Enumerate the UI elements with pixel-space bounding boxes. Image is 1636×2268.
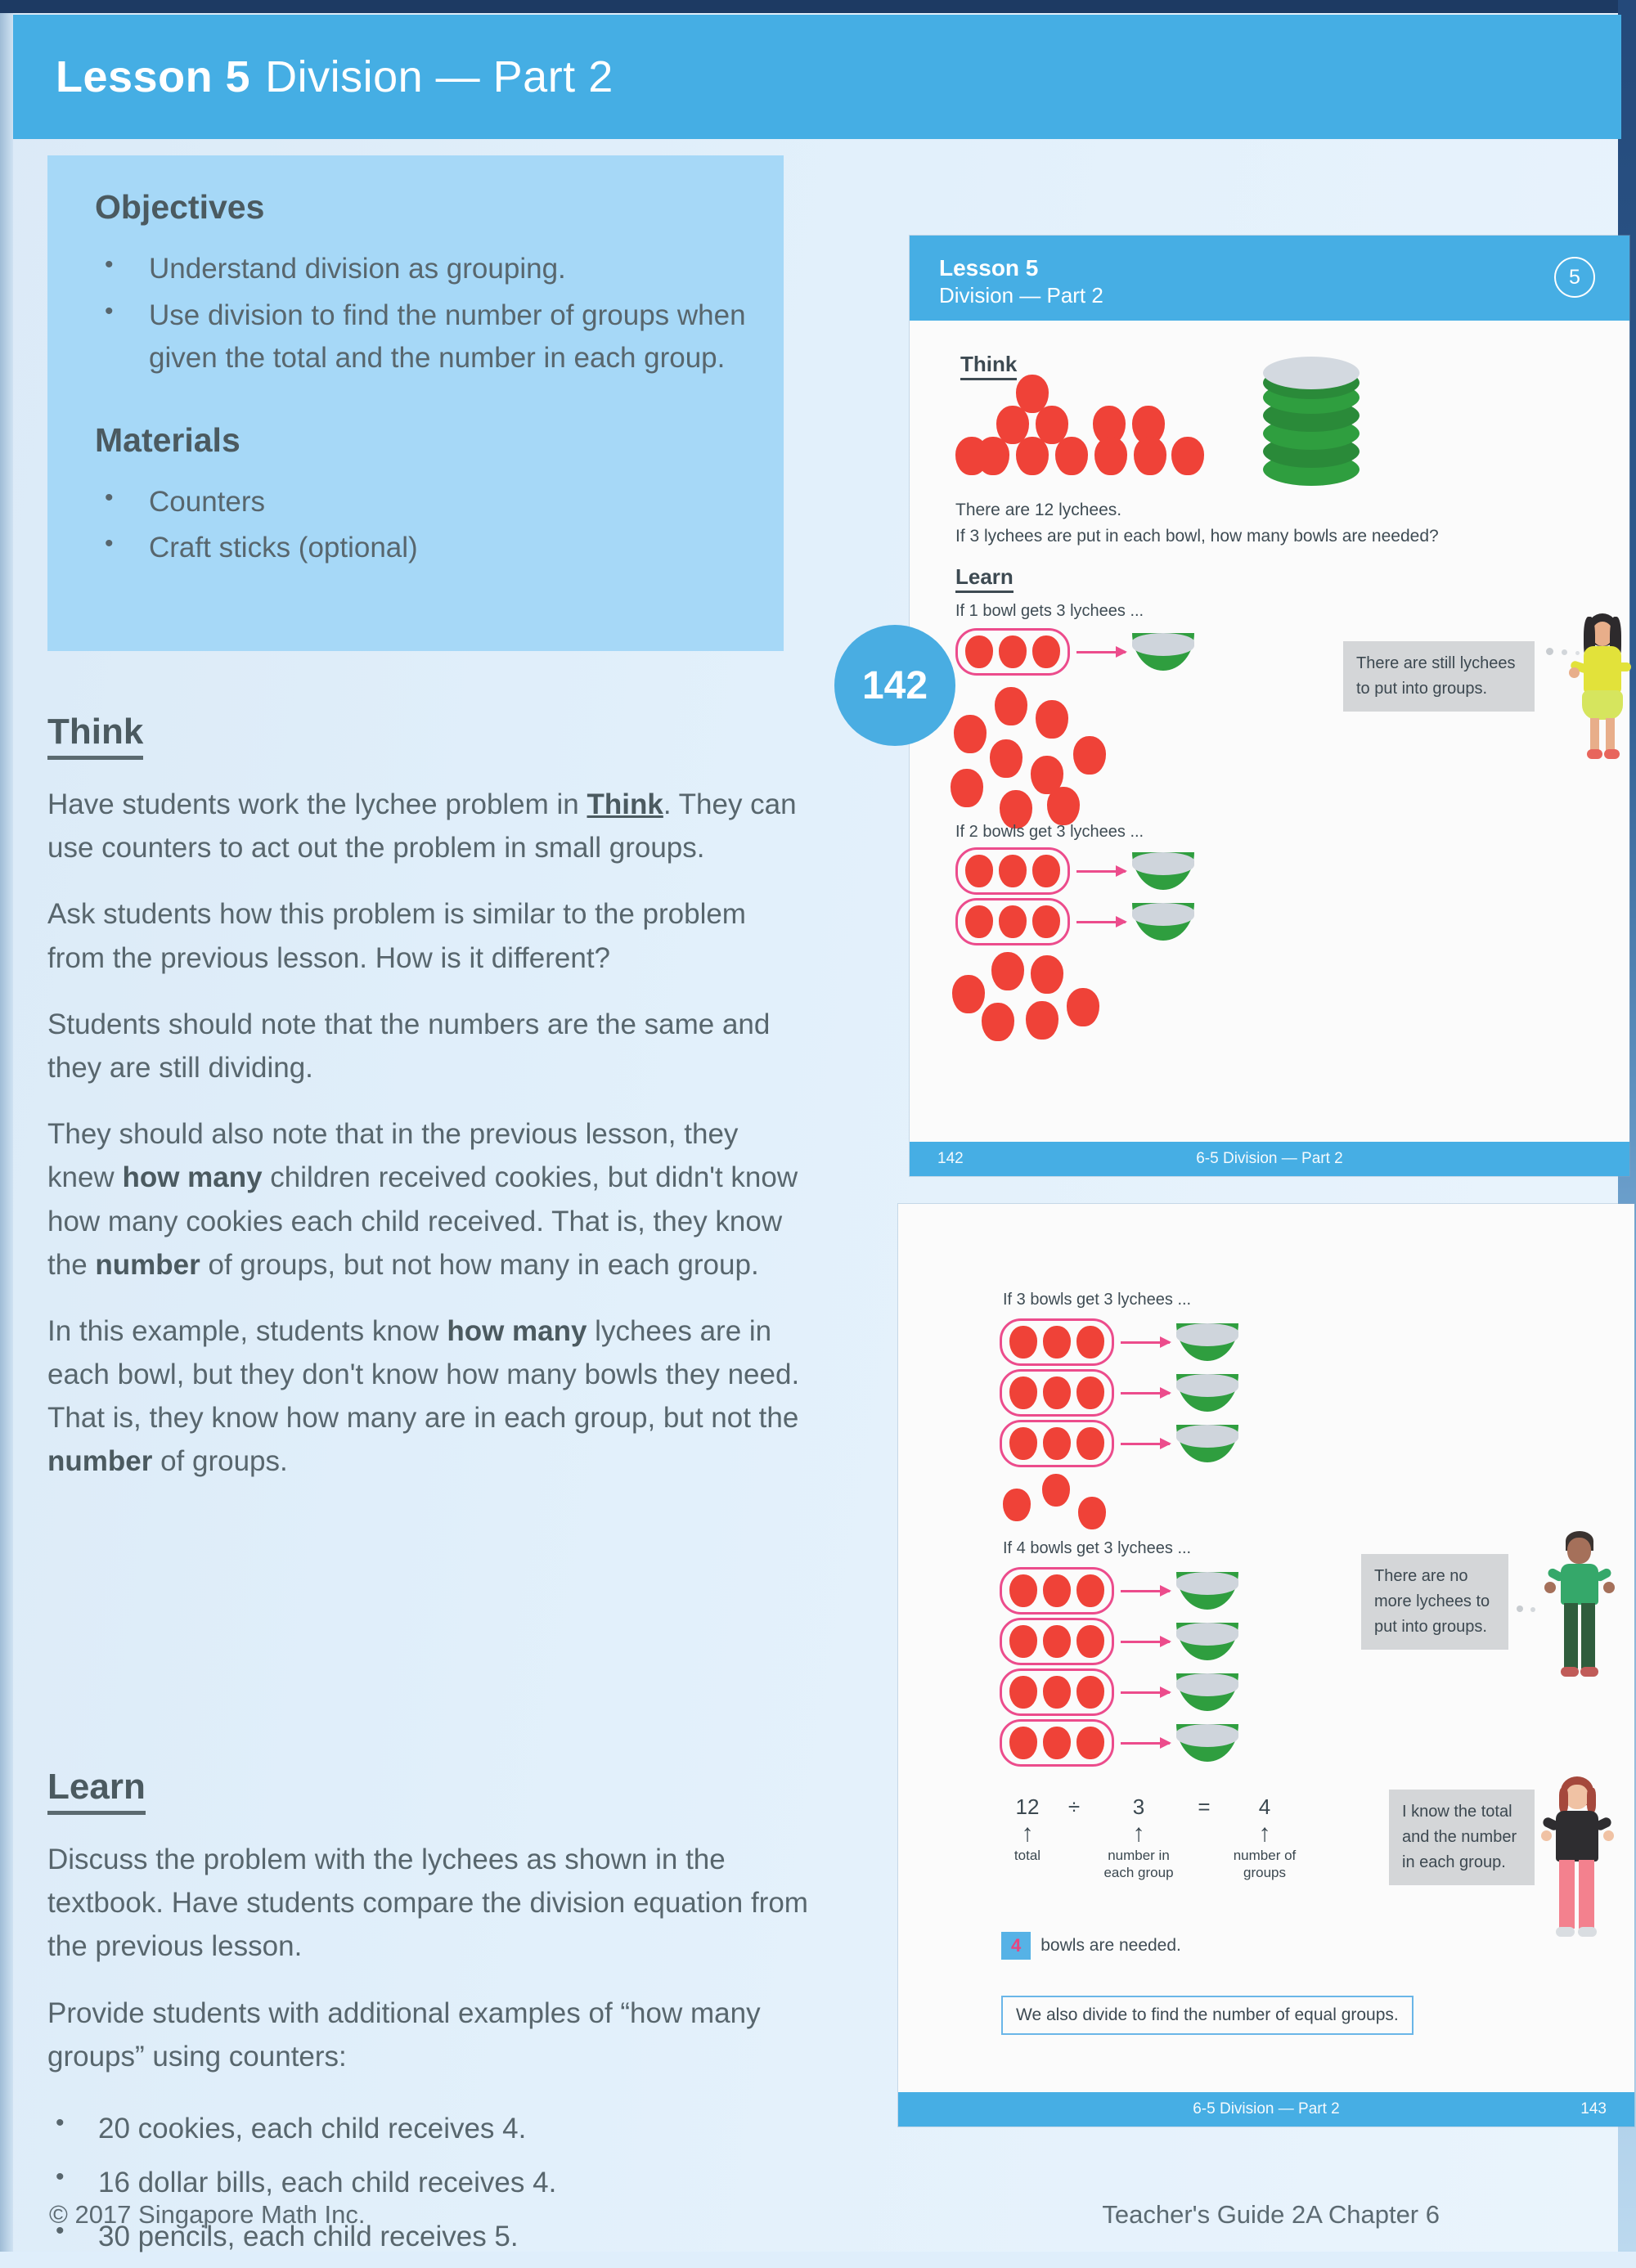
dots-trail-icon	[1517, 1601, 1535, 1616]
textbook-learn-heading-wrap	[955, 564, 1014, 593]
equation-divide-sign: ÷	[1067, 1794, 1081, 1819]
list-item: • 20 cookies, each child receives 4.	[47, 2106, 808, 2152]
step2-group-row-1	[955, 847, 1194, 895]
arrow-right-icon	[1076, 651, 1126, 653]
chapter-badge: 5	[1554, 257, 1595, 298]
equation-per-group-label: number in each group	[1103, 1848, 1174, 1881]
up-arrow-icon: ↑	[1132, 1820, 1145, 1847]
desk-edge-top	[0, 0, 1636, 13]
summary-note-box: We also divide to find the number of equal groups.	[1001, 1996, 1414, 2035]
lychee-group-of-3	[1000, 1668, 1114, 1716]
think-paragraph: Have students work the lychee problem in Think. They can use counters to act out the problem in small groups.	[47, 788, 797, 865]
bowl-icon	[1176, 1323, 1238, 1361]
list-item: • Counters	[98, 481, 753, 524]
step4-group-row-1	[1000, 1567, 1238, 1615]
textbook-footer-page-number: 142	[937, 1150, 964, 1167]
lychee-group-of-3	[1000, 1567, 1114, 1615]
boy-character-illustration	[1544, 1531, 1615, 1695]
lychee-group-of-3	[955, 628, 1070, 676]
objectives-heading: Objectives	[95, 188, 265, 226]
header-lesson-title: Division — Part 2	[265, 52, 614, 101]
bowl-stack-icon	[1263, 357, 1361, 487]
arrow-right-icon	[1076, 870, 1126, 873]
arrow-right-icon	[1121, 1443, 1170, 1445]
page-title	[56, 52, 614, 102]
lychee-remaining-3	[998, 1474, 1129, 1531]
think-paragraph: Ask students how this problem is similar to the problem from the previous lesson. How is it different?	[47, 898, 746, 974]
answer-line	[1001, 1932, 1181, 1960]
step2-label: If 2 bowls get 3 lychees ...	[955, 823, 1144, 841]
lychee-group-of-3	[1000, 1719, 1114, 1767]
bowl-icon	[1176, 1673, 1238, 1711]
textbook-think-heading: Think	[960, 352, 1017, 380]
list-item: • Use division to find the number of groups when given the total and the number in each group.	[98, 294, 753, 380]
guide-footer	[49, 2200, 1440, 2230]
step1-group-row	[955, 628, 1194, 676]
learn-heading: Learn	[47, 1767, 146, 1815]
learn-paragraph: Provide students with additional examples of “how many groups” using counters:	[47, 1996, 761, 2073]
bowl-icon	[1176, 1374, 1238, 1412]
arrow-right-icon	[1121, 1742, 1170, 1745]
arrow-right-icon	[1121, 1691, 1170, 1694]
arrow-right-icon	[1076, 921, 1126, 923]
textbook-page-142	[910, 236, 1629, 1176]
bowl-icon	[1176, 1724, 1238, 1762]
think-paragraph: In this example, students know how many lychees are in each bowl, but they don't know how many bowls they need. That is, they know how many are in each group, but not the number of groups.	[47, 1314, 800, 1478]
equation-groups-label: number of groups	[1233, 1848, 1297, 1881]
objectives-list	[98, 248, 784, 380]
textbook-lesson-label: Lesson 5 Division — Part 2	[939, 255, 1103, 308]
equation-total: 12	[1015, 1794, 1040, 1819]
step3-group-row-3	[1000, 1420, 1238, 1467]
bowl-icon	[1132, 633, 1194, 671]
list-item: • Craft sticks (optional)	[98, 527, 753, 570]
list-item: • 16 dollar bills, each child receives 4.	[47, 2160, 808, 2206]
materials-list	[98, 481, 784, 570]
girl2-speech-bubble: I know the total and the number in each group.	[1389, 1790, 1535, 1885]
textbook-footer-center: 6-5 Division — Part 2	[1196, 1150, 1343, 1167]
answer-value-box[interactable]: 4	[1001, 1932, 1031, 1960]
textbook-footer-page-number: 143	[1580, 2100, 1607, 2118]
list-item: • 30 pencils, each child receives 5.	[47, 2214, 808, 2260]
learn-section	[47, 1767, 808, 2268]
equation-total-label: total	[1014, 1848, 1041, 1863]
materials-heading: Materials	[95, 420, 240, 459]
textbook-learn-heading: Learn	[955, 564, 1014, 593]
guide-reference-text: Teacher's Guide 2A Chapter 6	[1102, 2200, 1440, 2229]
arrow-right-icon	[1121, 1590, 1170, 1592]
think-paragraph: Students should note that the numbers are the same and they are still dividing.	[47, 1008, 771, 1084]
think-paragraph: They should also note that in the previous lesson, they knew how many children received cookies, but didn't know how many cookies each child received. That is, they know the number of groups, but not how many in each group.	[47, 1118, 798, 1281]
arrow-right-icon	[1121, 1641, 1170, 1643]
girl-speech-bubble: There are still lychees to put into groups.	[1343, 641, 1535, 712]
arrow-right-icon	[1121, 1341, 1170, 1344]
step4-group-row-2	[1000, 1618, 1238, 1665]
objectives-materials-box	[47, 155, 784, 651]
step1-label: If 1 bowl gets 3 lychees ...	[955, 602, 1144, 620]
boy-speech-bubble: There are no more lychees to put into groups.	[1361, 1554, 1508, 1650]
page-number-bubble: 142	[834, 625, 955, 746]
equation-equals-sign: =	[1198, 1794, 1211, 1819]
header-lesson-number: Lesson 5	[56, 52, 251, 101]
step2-group-row-2	[955, 898, 1194, 945]
lychee-group-of-3	[1000, 1369, 1114, 1417]
bowl-icon	[1132, 852, 1194, 890]
teacher-notes-column	[13, 139, 897, 2252]
page-edge-left	[0, 13, 13, 2252]
learn-paragraph: Discuss the problem with the lychees as shown in the textbook. Have students compare the division equation from the previous lesson.	[47, 1844, 808, 1963]
bowl-icon	[1132, 903, 1194, 941]
step3-group-row-1	[1000, 1318, 1238, 1366]
lesson-header-band	[13, 15, 1621, 139]
up-arrow-icon: ↑	[1258, 1820, 1271, 1847]
arrow-right-icon	[1121, 1392, 1170, 1394]
think-problem-text: There are 12 lychees. If 3 lychees are put in each bowl, how many bowls are needed?	[955, 501, 1439, 546]
lychee-remaining-6	[949, 952, 1145, 1050]
copyright-text: © 2017 Singapore Math Inc.	[49, 2200, 366, 2229]
lychee-remaining-9	[951, 687, 1171, 810]
equation-per-group: 3	[1132, 1794, 1145, 1819]
bowl-icon	[1176, 1425, 1238, 1462]
girl2-character-illustration	[1541, 1776, 1615, 1956]
equation-groups: 4	[1258, 1794, 1271, 1819]
bowl-icon	[1176, 1572, 1238, 1610]
step4-group-row-3	[1000, 1668, 1238, 1716]
lychee-group-of-3	[1000, 1420, 1114, 1467]
girl-character-illustration	[1569, 613, 1634, 769]
division-equation	[1001, 1794, 1304, 1882]
list-item: • Understand division as grouping.	[98, 248, 753, 291]
examples-list	[47, 2106, 808, 2260]
step3-group-row-2	[1000, 1369, 1238, 1417]
step4-label: If 4 bowls get 3 lychees ...	[1003, 1539, 1192, 1557]
think-section	[47, 712, 808, 1484]
up-arrow-icon: ↑	[1021, 1820, 1034, 1847]
lychee-group-of-3	[955, 847, 1070, 895]
bowl-icon	[1176, 1623, 1238, 1660]
lychee-pile-12	[955, 375, 1201, 473]
think-heading: Think	[47, 712, 143, 760]
step4-group-row-4	[1000, 1719, 1238, 1767]
step3-label: If 3 bowls get 3 lychees ...	[1003, 1291, 1192, 1309]
lychee-group-of-3	[955, 898, 1070, 945]
textbook-page-143	[898, 1204, 1634, 2127]
textbook-footer-center: 6-5 Division — Part 2	[1193, 2100, 1340, 2118]
lychee-group-of-3	[1000, 1618, 1114, 1665]
lychee-group-of-3	[1000, 1318, 1114, 1366]
answer-text: bowls are needed.	[1040, 1936, 1181, 1956]
